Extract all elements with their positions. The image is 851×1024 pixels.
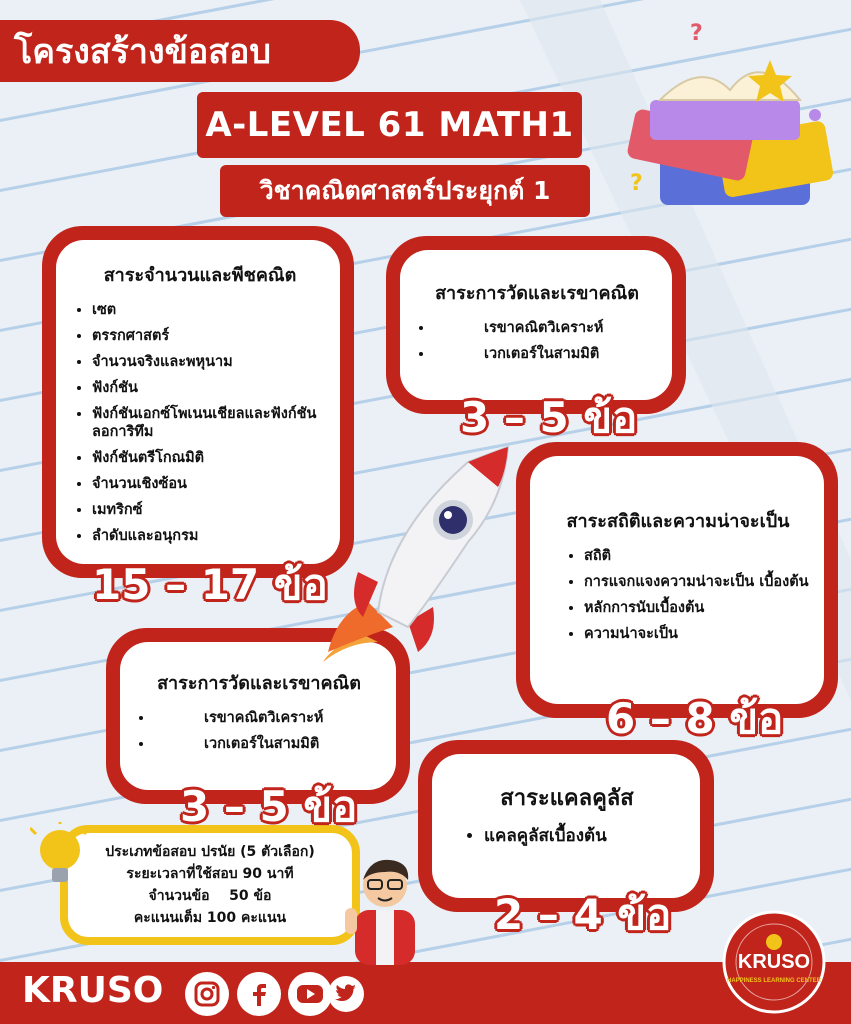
section-card-algebra [42,226,354,578]
section-heading: สาระการวัดและเรขาคณิต [435,283,639,304]
exam-duration: ระยะเวลาที่ใช้สอบ 90 นาที [126,866,294,882]
section-count: 3 – 5 ข้อ [460,393,638,442]
list-item: • ฟังก์ชัน [92,379,330,397]
instagram-icon[interactable] [185,972,229,1016]
exam-name: A-LEVEL 61 MATH1 [197,92,582,158]
facebook-icon[interactable] [237,972,281,1016]
list-item: • หลักการนับเบื้องต้น [584,599,814,617]
section-heading: สาระแคลคูลัส [500,786,634,811]
subject-name: วิชาคณิตศาสตร์ประยุกต์ 1 [220,165,590,217]
lightbulb-icon [30,822,90,892]
list-item: • ความน่าจะเป็น [584,625,814,643]
exam-info-box [60,825,360,945]
list-item: • เรขาคณิตวิเคราะห์ [154,709,386,727]
section-card-statistics [516,442,838,718]
section-item-list [70,301,330,545]
list-item: • เซต [92,301,330,319]
list-item: • สถิติ [584,547,814,565]
rocket-illustration [318,442,518,662]
brand-name: KRUSO [22,970,164,1011]
section-item-list [412,319,662,363]
section-heading: สาระจำนวนและพีชคณิต [103,265,297,286]
section-count: 3 – 5 ข้อ [180,782,358,831]
section-item-list [132,709,386,753]
kruso-logo [722,910,827,1015]
list-item: • เวกเตอร์ในสามมิติ [154,735,386,753]
logo-text: KRUSO [737,951,811,973]
list-item: • จำนวนจริงและพหุนาม [92,353,330,371]
list-item: • ฟังก์ชันตรีโกณมิติ [92,449,330,467]
list-item: • ฟังก์ชันเอกซ์โพเนนเชียลและฟังก์ชัน ลอการิทึม [92,405,330,441]
list-item: • แคลคูลัสเบื้องต้น [484,827,690,845]
section-count: 15 – 17 ข้อ [92,560,328,609]
svg-text:?: ? [690,21,703,46]
section-count: 2 – 4 ข้อ [494,890,672,939]
logo-subtext: HAPPINESS LEARNING CENTER [726,978,822,984]
exam-item-count: จำนวนข้อ 50 ข้อ [148,888,272,904]
svg-text:?: ? [630,171,643,196]
list-item: • เมทริกซ์ [92,501,330,519]
youtube-icon[interactable] [288,972,332,1016]
section-count: 6 – 8 ข้อ [606,694,784,743]
list-item: • เวกเตอร์ในสามมิติ [434,345,662,363]
twitter-icon[interactable] [328,976,364,1012]
page-title: โครงสร้างข้อสอบ [0,20,360,82]
section-heading: สาระสถิติและความน่าจะเป็น [566,511,790,532]
list-item: • จำนวนเชิงซ้อน [92,475,330,493]
books-illustration [620,20,840,230]
section-heading: สาระการวัดและเรขาคณิต [157,673,361,694]
list-item: • เรขาคณิตวิเคราะห์ [434,319,662,337]
exam-type: ประเภทข้อสอบ ปรนัย (5 ตัวเลือก) [105,844,315,860]
list-item: • ตรรกศาสตร์ [92,327,330,345]
list-item: • การแจกแจงความน่าจะเป็น เบื้องต้น [584,573,814,591]
list-item: • ลำดับและอนุกรม [92,527,330,545]
section-item-list [542,547,814,643]
teacher-avatar [340,850,430,965]
section-item-list [444,827,690,845]
exam-full-score: คะแนนเต็ม 100 คะแนน [133,910,287,926]
